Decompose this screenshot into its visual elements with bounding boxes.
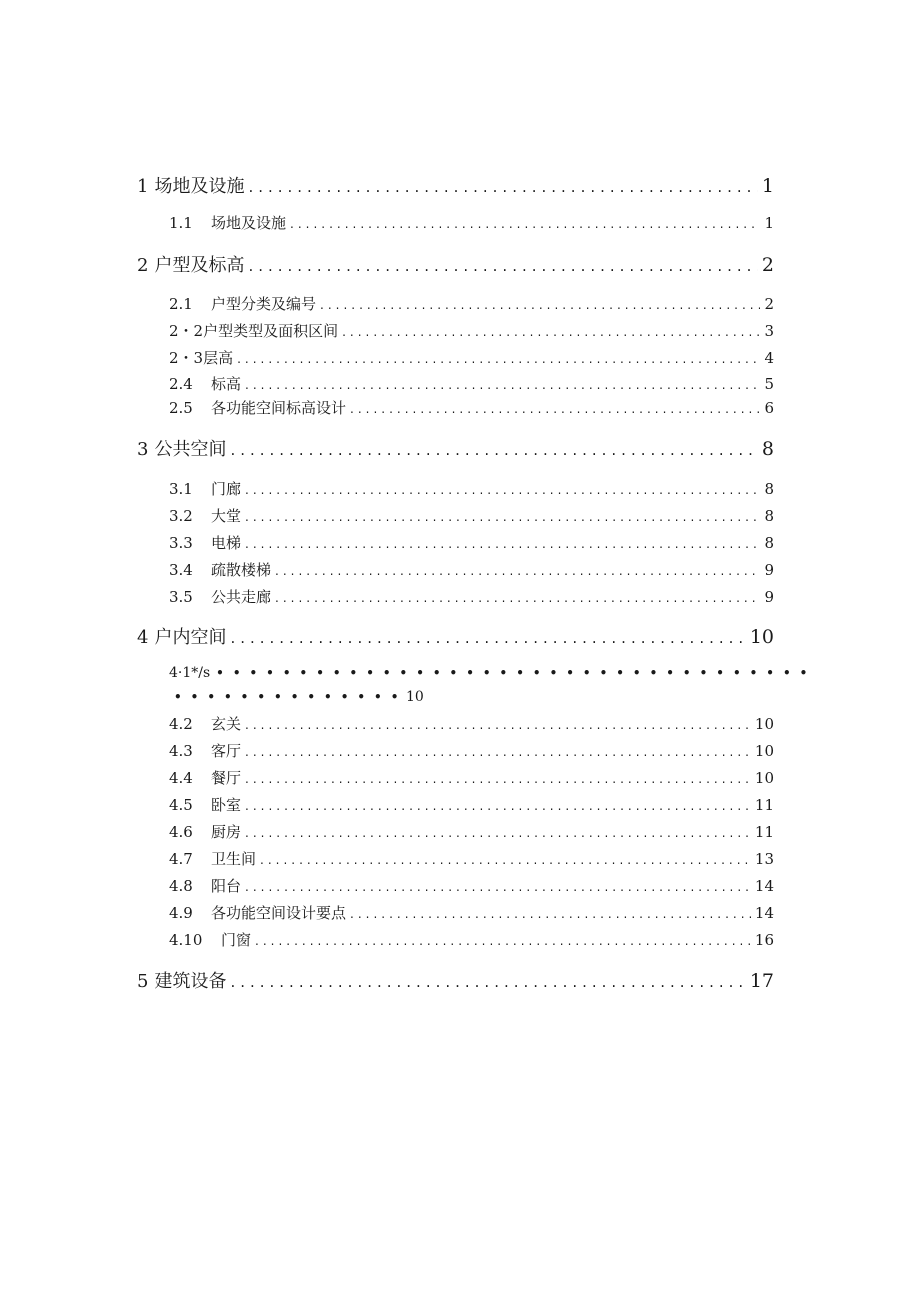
- dot-leader: [248, 257, 757, 275]
- toc-number: 4.4: [169, 769, 193, 787]
- toc-page-number: 8: [764, 480, 774, 498]
- toc-entry-4-5[interactable]: [169, 794, 774, 816]
- dot-leader: [255, 934, 751, 948]
- toc-page-number: 8: [764, 507, 774, 525]
- toc-page-number: 3: [764, 322, 774, 340]
- toc-entry-4-7[interactable]: [169, 848, 774, 870]
- toc-number: 4.7: [169, 850, 193, 868]
- toc-number: 3.1: [169, 480, 193, 498]
- dot-leader: [230, 973, 745, 991]
- toc-title: 阳台: [211, 877, 242, 895]
- toc-number: 4.5: [169, 796, 193, 814]
- dot-leader: [350, 907, 751, 921]
- toc-title: 公共空间: [154, 439, 227, 460]
- toc-entry-4-3[interactable]: [169, 740, 774, 762]
- dot-leader: [342, 325, 760, 339]
- toc-number: 1.1: [169, 214, 193, 232]
- toc-entry-2-5[interactable]: [169, 397, 774, 419]
- dot-leader: [260, 853, 751, 867]
- toc-page-number: 10: [754, 769, 774, 787]
- toc-number: 4.2: [169, 715, 193, 733]
- toc-entry-3-1[interactable]: [169, 478, 774, 500]
- toc-number: 5: [137, 971, 149, 992]
- toc-number: 2・3: [169, 349, 204, 367]
- dot-leader: [230, 441, 757, 459]
- toc-number: 2.1: [169, 295, 193, 313]
- toc-title: 各功能空间设计要点: [211, 904, 347, 922]
- dot-leader: [216, 666, 811, 680]
- toc-entry-2[interactable]: [137, 251, 774, 277]
- dot-leader: [350, 402, 760, 416]
- dot-leader: [275, 591, 760, 605]
- toc-title: 门廊: [211, 480, 242, 498]
- toc-entry-4-9[interactable]: [169, 902, 774, 924]
- toc-number: 4·1*/s: [169, 665, 211, 681]
- toc-entry-4-4[interactable]: [169, 767, 774, 789]
- dot-leader: [174, 690, 406, 704]
- dot-leader: [290, 217, 760, 231]
- dot-leader: [245, 799, 751, 813]
- toc-title: 户型分类及编号: [211, 295, 317, 313]
- dot-leader: [245, 826, 751, 840]
- dot-leader: [275, 564, 760, 578]
- toc-page-number: 8: [761, 438, 774, 460]
- toc-page-number: 11: [754, 823, 774, 841]
- toc-entry-2-2[interactable]: [169, 320, 774, 342]
- toc-entry-3-2[interactable]: [169, 505, 774, 527]
- toc-number: 4: [137, 627, 149, 648]
- toc-page-number: 6: [764, 399, 774, 417]
- toc-number: 4.9: [169, 904, 193, 922]
- toc-entry-2-3[interactable]: [169, 347, 774, 369]
- toc-page-number: 17: [749, 970, 774, 992]
- toc-number: 2: [137, 255, 149, 276]
- dot-leader: [237, 352, 760, 366]
- toc-page-number: 11: [754, 796, 774, 814]
- toc-number: 4.8: [169, 877, 193, 895]
- toc-number: 3: [137, 439, 149, 460]
- toc-page-number: 10: [406, 689, 424, 705]
- toc-number: 3.2: [169, 507, 193, 525]
- toc-page-number: 8: [764, 534, 774, 552]
- toc-page-number: 10: [754, 715, 774, 733]
- toc-title: 户型类型及面积区间: [203, 322, 339, 340]
- toc-number: 2.5: [169, 399, 193, 417]
- dot-leader: [245, 510, 760, 524]
- dot-leader: [248, 178, 757, 196]
- toc-title: 疏散楼梯: [211, 561, 272, 579]
- dot-leader: [245, 537, 760, 551]
- toc-title: 公共走廊: [211, 588, 272, 606]
- toc-page-number: 4: [764, 349, 774, 367]
- toc-title: 卧室: [211, 796, 242, 814]
- toc-entry-4-1[interactable]: [169, 665, 829, 709]
- toc-entry-2-1[interactable]: [169, 293, 774, 315]
- toc-title: 标高: [211, 375, 242, 393]
- toc-page-number: 14: [754, 877, 774, 895]
- toc-number: 4.3: [169, 742, 193, 760]
- toc-page-number: 9: [764, 561, 774, 579]
- toc-entry-3-4[interactable]: [169, 559, 774, 581]
- toc-page-number: 10: [749, 626, 774, 648]
- dot-leader: [230, 629, 745, 647]
- dot-leader: [245, 880, 751, 894]
- dot-leader: [245, 718, 751, 732]
- toc-title: 餐厅: [211, 769, 242, 787]
- toc-title: 各功能空间标高设计: [211, 399, 347, 417]
- toc-number: 1: [137, 176, 149, 197]
- dot-leader: [245, 378, 760, 392]
- toc-entry-3[interactable]: [137, 435, 774, 461]
- toc-entry-5[interactable]: [137, 967, 774, 993]
- toc-page-number: 1: [761, 175, 774, 197]
- toc-page-number: 2: [764, 295, 774, 313]
- toc-number: 3.5: [169, 588, 193, 606]
- toc-entry-1[interactable]: [137, 172, 774, 198]
- dot-leader: [245, 483, 760, 497]
- toc-entry-1-1[interactable]: [169, 212, 774, 234]
- toc-entry-4[interactable]: [137, 623, 774, 649]
- toc-title: 户型及标高: [154, 255, 245, 276]
- toc-page-number: 9: [764, 588, 774, 606]
- toc-page-number: 13: [754, 850, 774, 868]
- toc-entry-4-8[interactable]: [169, 875, 774, 897]
- toc-entry-3-3[interactable]: [169, 532, 774, 554]
- toc-title: 电梯: [211, 534, 242, 552]
- toc-number: 3.3: [169, 534, 193, 552]
- toc-entry-2-4[interactable]: [169, 373, 774, 395]
- toc-entry-4-10[interactable]: [169, 929, 774, 951]
- toc-entry-4-6[interactable]: [169, 821, 774, 843]
- toc-title: 大堂: [211, 507, 242, 525]
- toc-title: 厨房: [211, 823, 242, 841]
- toc-page-number: 5: [764, 375, 774, 393]
- toc-title: 玄关: [211, 715, 242, 733]
- toc-number: 4.10: [169, 931, 203, 949]
- toc-page-number: 2: [761, 254, 774, 276]
- toc-title: 客厅: [211, 742, 242, 760]
- toc-page-number: 16: [754, 931, 774, 949]
- toc-number: 2.4: [169, 375, 193, 393]
- toc-page-number: 10: [754, 742, 774, 760]
- dot-leader: [245, 745, 751, 759]
- toc-entry-3-5[interactable]: [169, 586, 774, 608]
- toc-number: 2・2: [169, 322, 204, 340]
- toc-title: 场地及设施: [154, 176, 245, 197]
- toc-title: 建筑设备: [154, 971, 227, 992]
- toc-number: 3.4: [169, 561, 193, 579]
- toc-title: 卫生间: [211, 850, 257, 868]
- toc-entry-4-2[interactable]: [169, 713, 774, 735]
- toc-number: 4.6: [169, 823, 193, 841]
- dot-leader: [320, 298, 760, 312]
- toc-title: 门窗: [221, 931, 252, 949]
- toc-title: 场地及设施: [211, 214, 287, 232]
- toc-title: 户内空间: [154, 627, 227, 648]
- toc-title: 层高: [203, 349, 234, 367]
- toc-page-number: 14: [754, 904, 774, 922]
- dot-leader: [245, 772, 751, 786]
- toc-page-number: 1: [764, 214, 774, 232]
